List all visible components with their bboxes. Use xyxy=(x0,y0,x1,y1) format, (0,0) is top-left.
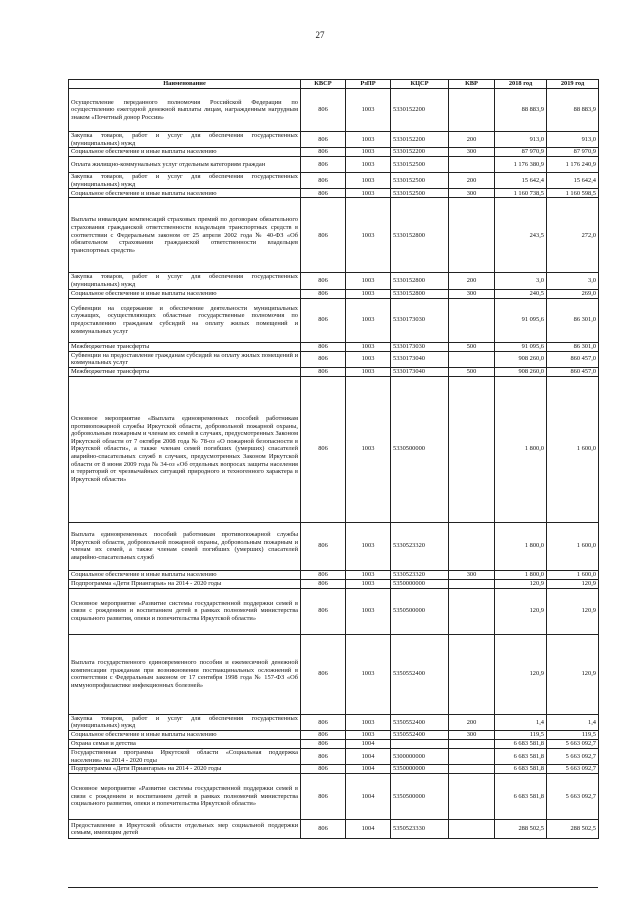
cell-y2019: 5 663 092,7 xyxy=(547,774,599,820)
cell-rzpr: 1003 xyxy=(346,588,391,634)
cell-rzpr: 1003 xyxy=(346,173,391,189)
cell-kvr: 300 xyxy=(449,189,495,198)
cell-rzpr: 1004 xyxy=(346,748,391,764)
cell-y2019: 120,9 xyxy=(547,579,599,588)
cell-name: Межбюджетные трансферты xyxy=(69,367,301,376)
cell-kvr xyxy=(449,765,495,774)
cell-y2019: 913,0 xyxy=(547,132,599,148)
cell-name: Социальное обеспечение и иные выплаты населению xyxy=(69,148,301,157)
cell-kcsr: 5330152500 xyxy=(391,157,449,173)
cell-kvr: 200 xyxy=(449,132,495,148)
cell-rzpr: 1003 xyxy=(346,89,391,132)
cell-y2019: 1 160 598,5 xyxy=(547,189,599,198)
cell-y2018: 120,9 xyxy=(495,634,547,714)
cell-y2019: 120,9 xyxy=(547,634,599,714)
cell-name: Закупка товаров, работ и услуг для обеспечения государственных (муниципальных) нужд xyxy=(69,132,301,148)
cell-kvsr: 806 xyxy=(301,588,346,634)
cell-name: Выплата единовременных пособий работникам противопожарной службы Иркутской области, добровольной пожарной охраны, добровольным пожарным и членам их семей, а также членам семей погибших (умерших) спасателей аварийно-спасательных служб xyxy=(69,522,301,570)
cell-rzpr: 1003 xyxy=(346,132,391,148)
cell-name: Государственная программа Иркутской области «Социальная поддержка населения» на 2014 - 2020 годы xyxy=(69,748,301,764)
cell-y2019: 860 457,0 xyxy=(547,351,599,367)
cell-name: Выплата государственного единовременного пособия и ежемесячной денежной компенсации гражданам при возникновении поствакцинальных осложнений в соответствии с Федеральным законом от 17 сентября 1998 года № 157-ФЗ «Об иммунопрофилактике инфекционных болезней» xyxy=(69,634,301,714)
cell-y2019: 288 502,5 xyxy=(547,820,599,839)
cell-rzpr: 1003 xyxy=(346,351,391,367)
cell-kvr: 300 xyxy=(449,730,495,739)
budget-table xyxy=(68,79,599,839)
cell-kvsr: 806 xyxy=(301,376,346,522)
table-row xyxy=(69,774,599,820)
cell-y2019: 269,0 xyxy=(547,289,599,298)
cell-kvsr: 806 xyxy=(301,173,346,189)
cell-kvsr: 806 xyxy=(301,367,346,376)
cell-kcsr: 5350523330 xyxy=(391,820,449,839)
cell-kvr: 200 xyxy=(449,714,495,730)
cell-kvsr: 806 xyxy=(301,89,346,132)
cell-kvsr: 806 xyxy=(301,634,346,714)
cell-kvr xyxy=(449,522,495,570)
cell-kvr xyxy=(449,739,495,748)
cell-rzpr: 1003 xyxy=(346,342,391,351)
cell-y2018: 6 683 581,8 xyxy=(495,774,547,820)
cell-rzpr: 1003 xyxy=(346,376,391,522)
cell-kcsr: 5350552400 xyxy=(391,634,449,714)
cell-kcsr: 5330173030 xyxy=(391,342,449,351)
cell-kvr: 300 xyxy=(449,289,495,298)
cell-kvr xyxy=(449,634,495,714)
cell-rzpr: 1003 xyxy=(346,634,391,714)
cell-y2019: 272,0 xyxy=(547,198,599,273)
cell-kvsr: 806 xyxy=(301,132,346,148)
table-row xyxy=(69,298,599,342)
cell-y2019: 1 600,0 xyxy=(547,376,599,522)
cell-kvr xyxy=(449,376,495,522)
cell-kcsr: 5330152800 xyxy=(391,289,449,298)
cell-kvsr: 806 xyxy=(301,342,346,351)
cell-kcsr: 5330152200 xyxy=(391,132,449,148)
cell-kvsr: 806 xyxy=(301,820,346,839)
cell-kcsr: 5350500000 xyxy=(391,774,449,820)
header-kvsr: КВСР xyxy=(301,80,346,89)
table-row xyxy=(69,148,599,157)
header-kcsr: КЦСР xyxy=(391,80,449,89)
cell-kvr xyxy=(449,351,495,367)
cell-y2019: 1 600,0 xyxy=(547,522,599,570)
cell-name: Основное мероприятие «Развитие системы государственной поддержки семей в связи с рождением и воспитанием детей в рамках полномочий министерства социального развития, опеки и попечительства Иркутской области» xyxy=(69,774,301,820)
cell-kvsr: 806 xyxy=(301,570,346,579)
cell-kcsr: 5350000000 xyxy=(391,765,449,774)
cell-kcsr: 5350000000 xyxy=(391,579,449,588)
cell-name: Социальное обеспечение и иные выплаты населению xyxy=(69,189,301,198)
cell-kcsr: 5330152800 xyxy=(391,198,449,273)
cell-name: Подпрограмма «Дети Приангарья» на 2014 - 2020 годы xyxy=(69,579,301,588)
cell-kvsr: 806 xyxy=(301,157,346,173)
cell-kvsr: 806 xyxy=(301,579,346,588)
cell-rzpr: 1003 xyxy=(346,273,391,289)
cell-rzpr: 1004 xyxy=(346,765,391,774)
cell-kvr: 300 xyxy=(449,148,495,157)
cell-name: Закупка товаров, работ и услуг для обеспечения государственных (муниципальных) нужд xyxy=(69,273,301,289)
cell-y2018: 119,5 xyxy=(495,730,547,739)
cell-y2018: 1 800,0 xyxy=(495,522,547,570)
cell-kvr: 500 xyxy=(449,367,495,376)
cell-rzpr: 1003 xyxy=(346,730,391,739)
table-row xyxy=(69,739,599,748)
cell-kcsr: 5330523320 xyxy=(391,522,449,570)
cell-rzpr: 1004 xyxy=(346,774,391,820)
cell-y2018: 1 800,0 xyxy=(495,570,547,579)
cell-name: Выплаты инвалидам компенсаций страховых премий по договорам обязательного страхования гражданской ответственности владельцев транспортных средств в соответствии с Федеральным законом от 25 апреля 2002 года № 40-ФЗ «Об обязательном страховании гражданской ответственности владельцев транспортных средств» xyxy=(69,198,301,273)
cell-y2019: 86 301,0 xyxy=(547,298,599,342)
table-row xyxy=(69,289,599,298)
cell-y2018: 243,5 xyxy=(495,198,547,273)
cell-rzpr: 1003 xyxy=(346,157,391,173)
cell-name: Подпрограмма «Дети Приангарья» на 2014 - 2020 годы xyxy=(69,765,301,774)
cell-y2018: 913,0 xyxy=(495,132,547,148)
table-row xyxy=(69,570,599,579)
table-row xyxy=(69,588,599,634)
table-row xyxy=(69,342,599,351)
cell-rzpr: 1003 xyxy=(346,522,391,570)
cell-kvr xyxy=(449,774,495,820)
cell-name: Социальное обеспечение и иные выплаты населению xyxy=(69,289,301,298)
cell-rzpr: 1003 xyxy=(346,367,391,376)
cell-y2019: 120,9 xyxy=(547,588,599,634)
cell-kvr xyxy=(449,157,495,173)
table-row xyxy=(69,765,599,774)
cell-y2019: 87 970,9 xyxy=(547,148,599,157)
cell-rzpr: 1003 xyxy=(346,579,391,588)
cell-name: Основное мероприятие «Развитие системы государственной поддержки семей в связи с рождением и воспитанием детей в рамках полномочий министерства социального развития, опеки и попечительства Иркутской области» xyxy=(69,588,301,634)
cell-y2019: 860 457,0 xyxy=(547,367,599,376)
cell-name: Субвенции на содержание и обеспечение деятельности муниципальных служащих, осуществляющих областные государственные полномочия по предоставлению гражданам субсидий на оплату жилых помещений и коммунальных услуг xyxy=(69,298,301,342)
cell-y2018: 120,9 xyxy=(495,588,547,634)
cell-kvsr: 806 xyxy=(301,730,346,739)
cell-y2019: 5 663 092,7 xyxy=(547,748,599,764)
page-number: 27 xyxy=(315,30,325,40)
cell-kvsr: 806 xyxy=(301,148,346,157)
cell-rzpr: 1003 xyxy=(346,289,391,298)
header-rzpr: РзПР xyxy=(346,80,391,89)
cell-y2018: 88 883,9 xyxy=(495,89,547,132)
cell-kvr: 500 xyxy=(449,342,495,351)
cell-y2018: 3,0 xyxy=(495,273,547,289)
cell-kcsr: 5330152800 xyxy=(391,273,449,289)
table-row xyxy=(69,189,599,198)
cell-y2018: 87 970,9 xyxy=(495,148,547,157)
table-row xyxy=(69,157,599,173)
header-kvr: КВР xyxy=(449,80,495,89)
cell-kvr xyxy=(449,588,495,634)
cell-kvsr: 806 xyxy=(301,748,346,764)
cell-y2019: 86 301,0 xyxy=(547,342,599,351)
cell-kvsr: 806 xyxy=(301,189,346,198)
cell-kcsr: 5350500000 xyxy=(391,588,449,634)
table-row xyxy=(69,522,599,570)
cell-y2019: 3,0 xyxy=(547,273,599,289)
cell-rzpr: 1003 xyxy=(346,570,391,579)
cell-y2018: 1 176 380,9 xyxy=(495,157,547,173)
table-row xyxy=(69,579,599,588)
cell-y2019: 5 663 092,7 xyxy=(547,739,599,748)
cell-kvsr: 806 xyxy=(301,739,346,748)
cell-kvr xyxy=(449,748,495,764)
cell-kvr xyxy=(449,579,495,588)
cell-y2018: 908 260,0 xyxy=(495,351,547,367)
cell-kvr xyxy=(449,820,495,839)
cell-kcsr: 5330173030 xyxy=(391,298,449,342)
cell-kvr: 300 xyxy=(449,570,495,579)
cell-rzpr: 1003 xyxy=(346,714,391,730)
table-row xyxy=(69,351,599,367)
cell-y2018: 1 160 738,5 xyxy=(495,189,547,198)
cell-kvsr: 806 xyxy=(301,273,346,289)
cell-name: Закупка товаров, работ и услуг для обеспечения государственных (муниципальных) нужд xyxy=(69,173,301,189)
cell-y2019: 1 600,0 xyxy=(547,570,599,579)
table-row xyxy=(69,173,599,189)
cell-rzpr: 1004 xyxy=(346,739,391,748)
cell-y2018: 1 800,0 xyxy=(495,376,547,522)
cell-kcsr: 5330152500 xyxy=(391,189,449,198)
header-2018: 2018 год xyxy=(495,80,547,89)
cell-name: Межбюджетные трансферты xyxy=(69,342,301,351)
cell-y2018: 15 642,4 xyxy=(495,173,547,189)
header-2019: 2019 год xyxy=(547,80,599,89)
cell-kcsr: 5330152500 xyxy=(391,173,449,189)
cell-rzpr: 1004 xyxy=(346,820,391,839)
cell-kvsr: 806 xyxy=(301,522,346,570)
cell-y2018: 1,4 xyxy=(495,714,547,730)
table-row xyxy=(69,820,599,839)
cell-kvr xyxy=(449,198,495,273)
cell-kvsr: 806 xyxy=(301,774,346,820)
cell-y2019: 1 176 240,9 xyxy=(547,157,599,173)
bottom-rule xyxy=(68,887,598,888)
table-row xyxy=(69,730,599,739)
cell-kcsr: 5330173040 xyxy=(391,351,449,367)
table-row xyxy=(69,714,599,730)
table-row xyxy=(69,634,599,714)
cell-y2018: 91 095,6 xyxy=(495,342,547,351)
cell-y2018: 120,9 xyxy=(495,579,547,588)
cell-rzpr: 1003 xyxy=(346,198,391,273)
table-row xyxy=(69,748,599,764)
cell-y2018: 6 683 581,8 xyxy=(495,739,547,748)
cell-y2018: 6 683 581,8 xyxy=(495,748,547,764)
cell-name: Основное мероприятие «Выплата единовременных пособий работникам противопожарной службы Иркутской области, добровольной пожарной охраны, добровольным пожарным и членам их семей в случаях, предусмотренных Законом Иркутской области от 7 октября 2008 года № 78-оз «О пожарной безопасности в Иркутской области», а также членам семей погибших (умерших) спасателей аварийно-спасательных служб в случаях, предусмотренных Законом Иркутской области от 8 июня 2009 года № 34-оз «Об отдельных вопросах защиты населения и территорий от чрезвычайных ситуаций природного и техногенного характера в Иркутской области» xyxy=(69,376,301,522)
table-row xyxy=(69,376,599,522)
cell-rzpr: 1003 xyxy=(346,189,391,198)
table-row xyxy=(69,89,599,132)
cell-kcsr: 5300000000 xyxy=(391,748,449,764)
cell-name: Оплата жилищно-коммунальных услуг отдельным категориям граждан xyxy=(69,157,301,173)
cell-kcsr: 5350552400 xyxy=(391,714,449,730)
cell-y2018: 288 502,5 xyxy=(495,820,547,839)
cell-y2018: 6 683 581,8 xyxy=(495,765,547,774)
cell-kvsr: 806 xyxy=(301,198,346,273)
cell-y2018: 908 260,0 xyxy=(495,367,547,376)
cell-kcsr: 5330152200 xyxy=(391,89,449,132)
table-row xyxy=(69,367,599,376)
cell-kvsr: 806 xyxy=(301,298,346,342)
table-header-row xyxy=(69,80,599,89)
cell-kvr: 200 xyxy=(449,173,495,189)
table-row xyxy=(69,273,599,289)
cell-name: Социальное обеспечение и иные выплаты населению xyxy=(69,570,301,579)
cell-rzpr: 1003 xyxy=(346,298,391,342)
cell-y2019: 88 883,9 xyxy=(547,89,599,132)
table-row xyxy=(69,198,599,273)
cell-name: Охрана семьи и детства xyxy=(69,739,301,748)
cell-kcsr: 5330500000 xyxy=(391,376,449,522)
cell-kcsr xyxy=(391,739,449,748)
cell-y2018: 240,5 xyxy=(495,289,547,298)
cell-y2019: 1,4 xyxy=(547,714,599,730)
cell-kvr: 200 xyxy=(449,273,495,289)
cell-kcsr: 5330152200 xyxy=(391,148,449,157)
cell-kcsr: 5330523320 xyxy=(391,570,449,579)
cell-y2019: 15 642,4 xyxy=(547,173,599,189)
cell-name: Субвенции на предоставление гражданам субсидий на оплату жилых помещений и коммунальных услуг xyxy=(69,351,301,367)
table-row xyxy=(69,132,599,148)
cell-kvsr: 806 xyxy=(301,351,346,367)
cell-rzpr: 1003 xyxy=(346,148,391,157)
cell-name: Осуществление переданного полномочия Российской Федерации по осуществлению ежегодной денежной выплаты лицам, награжденным нагрудным знаком «Почетный донор России» xyxy=(69,89,301,132)
cell-kcsr: 5330173040 xyxy=(391,367,449,376)
cell-name: Предоставление в Иркутской области отдельных мер социальной поддержки семьям, имеющим детей xyxy=(69,820,301,839)
cell-kvsr: 806 xyxy=(301,289,346,298)
cell-name: Закупка товаров, работ и услуг для обеспечения государственных (муниципальных) нужд xyxy=(69,714,301,730)
cell-kvsr: 806 xyxy=(301,714,346,730)
cell-y2019: 119,5 xyxy=(547,730,599,739)
cell-kvr xyxy=(449,298,495,342)
cell-kvsr: 806 xyxy=(301,765,346,774)
cell-y2018: 91 095,6 xyxy=(495,298,547,342)
cell-kcsr: 5350552400 xyxy=(391,730,449,739)
cell-kvr xyxy=(449,89,495,132)
header-name: Наименование xyxy=(69,80,301,89)
cell-name: Социальное обеспечение и иные выплаты населению xyxy=(69,730,301,739)
cell-y2019: 5 663 092,7 xyxy=(547,765,599,774)
